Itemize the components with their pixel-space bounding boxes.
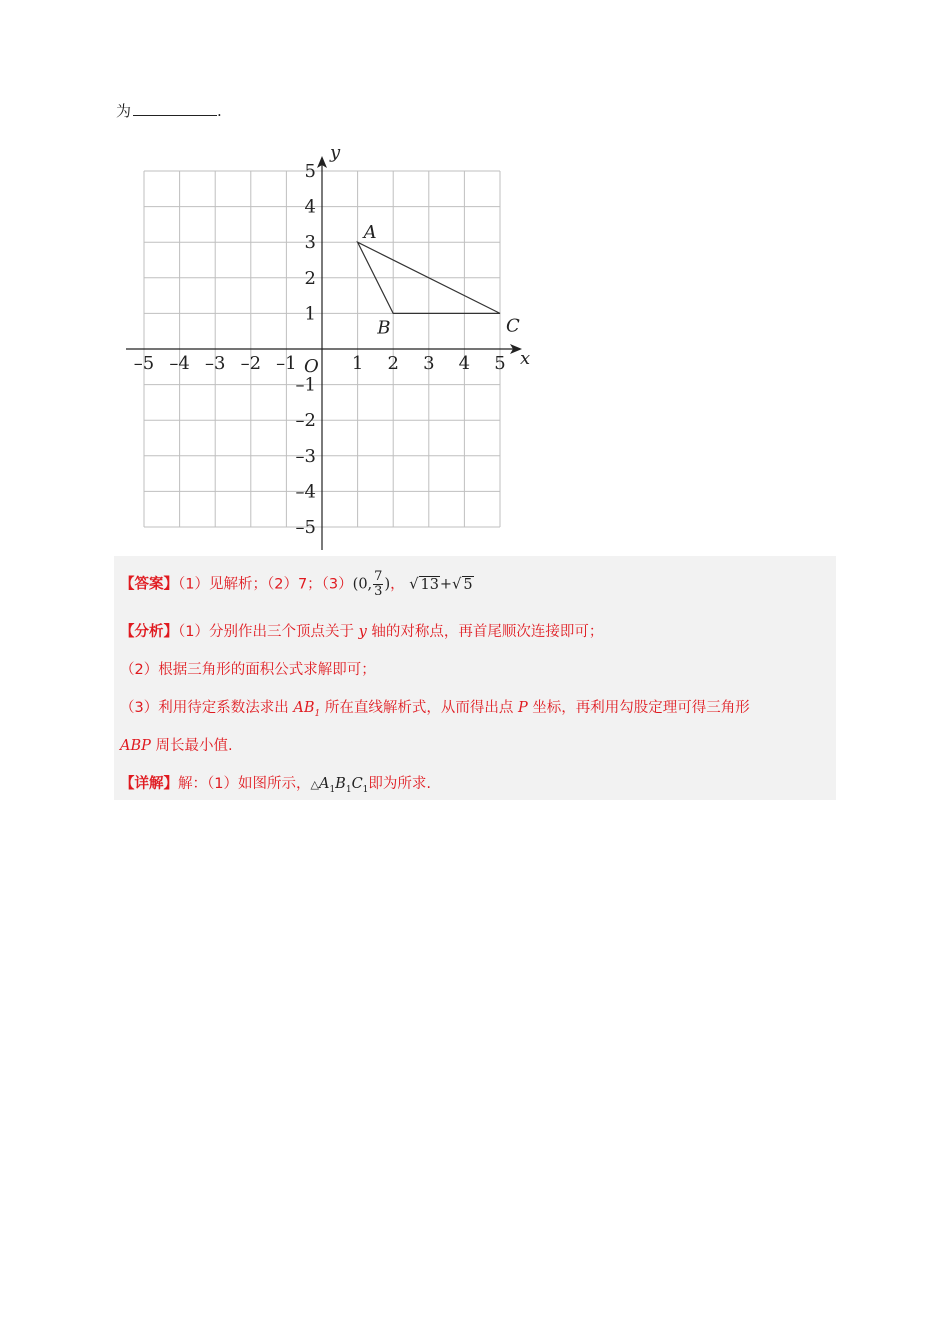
detail-sub-b: 1 xyxy=(345,784,352,795)
y-tick-label: 4 xyxy=(304,196,316,218)
sqrt-icon: √ xyxy=(409,576,419,593)
detail-tag: 【详解】 xyxy=(120,776,178,792)
y-tick-label: –2 xyxy=(295,410,316,432)
detail-end: 即为所求. xyxy=(368,776,432,792)
analysis-var-y: y xyxy=(358,624,367,640)
analysis-text-4b: 周长最小值. xyxy=(150,738,233,754)
y-tick-label: 1 xyxy=(304,303,316,325)
answer-tag: 【答案】 xyxy=(120,576,178,593)
fraction-numerator: 7 xyxy=(374,569,383,584)
intro-period: . xyxy=(217,102,222,120)
analysis-text-1a: （1）分别作出三个顶点关于 xyxy=(178,624,359,640)
x-tick-label: 1 xyxy=(351,353,364,374)
triangle-abc xyxy=(358,222,520,338)
y-tick-label: 5 xyxy=(304,161,316,182)
answer-root1: 13 xyxy=(420,576,439,593)
intro-text: 为 xyxy=(116,102,132,120)
x-tick-label: 4 xyxy=(458,353,471,374)
answer-fraction xyxy=(373,570,383,599)
detail-var-c: C xyxy=(351,776,363,792)
x-tick-label: 3 xyxy=(423,353,435,374)
answer-coord-close: ) xyxy=(384,576,391,593)
solution-panel xyxy=(114,556,836,800)
detail-text: 解：（1）如图所示， xyxy=(178,776,311,792)
y-tick-label: –4 xyxy=(295,481,316,503)
analysis-line-2: （2）根据三角形的面积公式求解即可； xyxy=(120,662,376,678)
detail-sub-a: 1 xyxy=(329,784,336,795)
answer-part1: （1）见解析；（2）7；（3） xyxy=(178,576,353,593)
x-tick-label: –2 xyxy=(240,353,262,374)
x-tick-label: –3 xyxy=(204,353,226,374)
answer-root2: 5 xyxy=(463,576,473,593)
analysis-line-4 xyxy=(120,734,233,755)
x-tick-label: 5 xyxy=(494,353,506,374)
analysis-tag: 【分析】 xyxy=(120,624,178,640)
answer-blank xyxy=(133,101,217,116)
y-tick-label: 2 xyxy=(304,267,316,289)
x-tick-label: –5 xyxy=(133,353,155,374)
analysis-text-3a: （3）利用待定系数法求出 xyxy=(120,700,294,716)
detail-var-a: A xyxy=(318,776,330,792)
coordinate-graph xyxy=(118,138,538,558)
analysis-var-p: P xyxy=(517,700,528,716)
analysis-var-abp: ABP xyxy=(120,738,151,754)
origin-label: O xyxy=(304,356,319,377)
question-intro xyxy=(116,100,222,121)
analysis-line-1 xyxy=(120,620,603,641)
answer-plus: + xyxy=(439,576,453,593)
point-label-a: A xyxy=(363,222,377,244)
analysis-line-3 xyxy=(120,696,750,719)
analysis-sub-1: 1 xyxy=(314,708,321,719)
detail-line xyxy=(120,772,431,795)
analysis-text-3c: 坐标，再利用勾股定理可得三角形 xyxy=(527,700,750,716)
x-tick-label: –1 xyxy=(276,353,297,374)
analysis-var-ab: AB xyxy=(293,700,315,716)
analysis-text-1b: 轴的对称点，再首尾顺次连接即可； xyxy=(366,624,604,640)
answer-coord-open: (0, xyxy=(352,576,373,593)
triangle-icon: △ xyxy=(310,778,319,791)
detail-sub-c: 1 xyxy=(362,784,369,795)
y-tick-label: –5 xyxy=(295,517,316,538)
x-tick-label: –4 xyxy=(169,353,190,374)
y-tick-label: –3 xyxy=(295,445,316,467)
x-tick-label: 2 xyxy=(387,353,399,374)
fraction-denominator: 3 xyxy=(374,584,383,599)
y-tick-label: –1 xyxy=(295,374,316,396)
answer-line xyxy=(120,570,474,599)
x-axis-label: x xyxy=(520,348,531,369)
point-label-b: B xyxy=(377,317,391,339)
sqrt-icon: √ xyxy=(452,576,462,593)
axes xyxy=(126,142,530,550)
y-axis-label: y xyxy=(330,142,341,163)
analysis-text-3b: 所在直线解析式，从而得出点 xyxy=(320,700,518,716)
answer-sep: ， xyxy=(390,576,405,593)
detail-var-b: B xyxy=(335,776,346,792)
point-label-c: C xyxy=(506,315,520,337)
y-tick-label: 3 xyxy=(304,232,316,254)
